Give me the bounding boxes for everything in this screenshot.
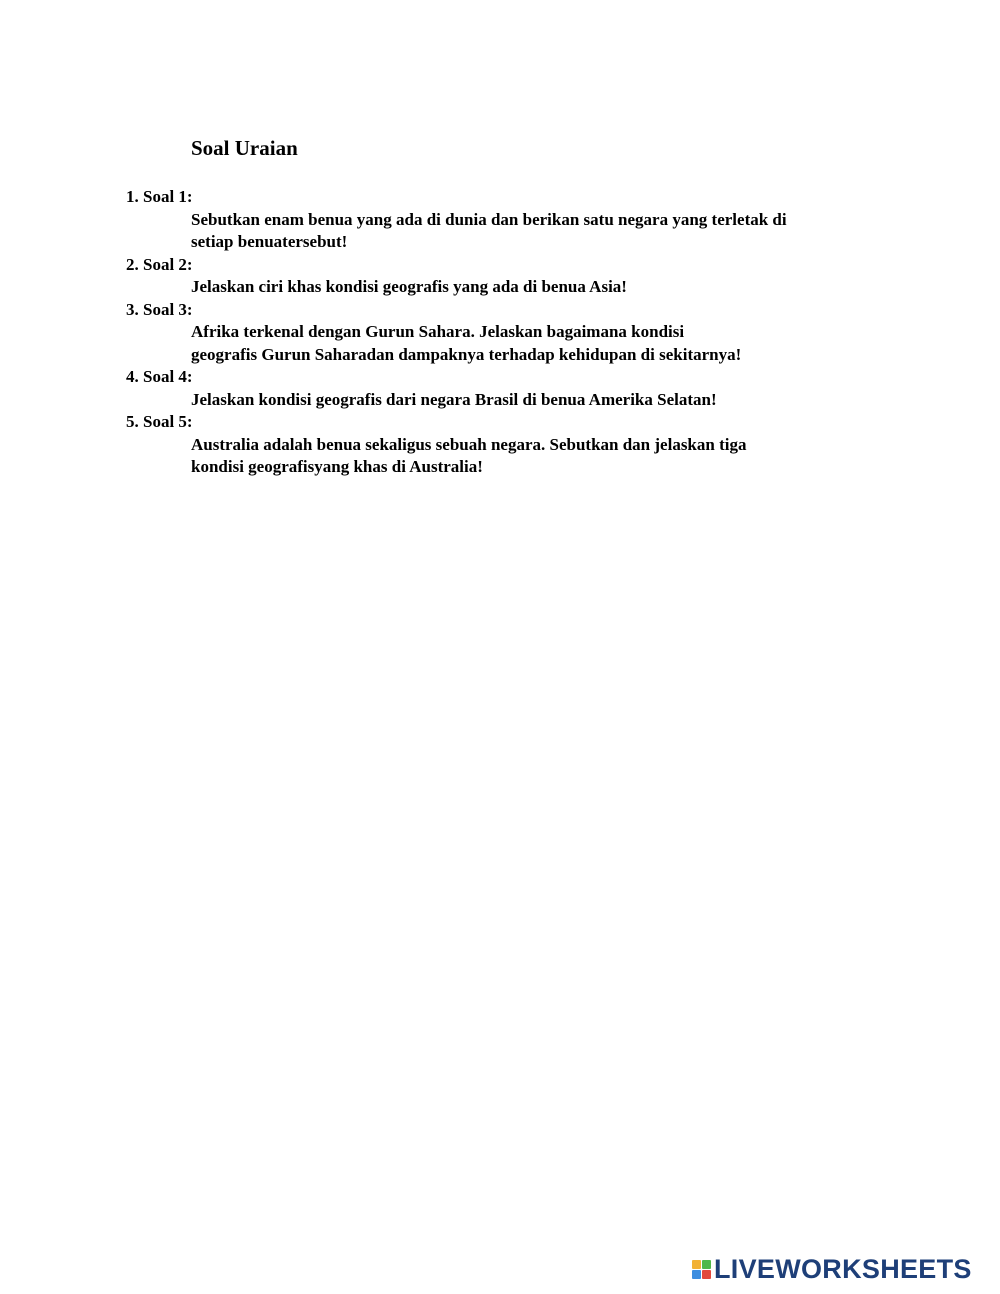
question-list <box>126 186 906 479</box>
question-item <box>126 254 906 299</box>
question-text-line: setiap benuatersebut! <box>191 232 348 251</box>
question-text <box>126 209 906 254</box>
question-number: 1. <box>126 187 139 206</box>
question-item <box>126 299 906 367</box>
question-text-line: Sebutkan enam benua yang ada di dunia dan berikan satu negara yang terletak di <box>191 209 787 229</box>
question-text-line: kondisi geografisyang khas di Australia! <box>191 457 483 476</box>
logo-text: LIVEWORKSHEETS <box>714 1254 972 1284</box>
question-number: 2. <box>126 254 139 274</box>
question-label <box>126 366 906 389</box>
question-item <box>126 366 906 411</box>
logo-mark-square <box>692 1260 701 1269</box>
question-text-line: Jelaskan ciri khas kondisi geografis yang ada di benua Asia! <box>191 277 627 296</box>
question-title: Soal 1: <box>143 187 193 206</box>
liveworksheets-logo <box>692 1255 972 1283</box>
question-number: 4. <box>126 367 139 386</box>
question-text-line: Afrika terkenal dengan Gurun Sahara. Jelaskan bagaimana kondisi <box>191 322 685 341</box>
question-item <box>126 186 906 254</box>
question-text <box>126 276 906 299</box>
question-text-line: Australia adalah benua sekaligus sebuah negara. Sebutkan dan jelaskan tiga <box>191 434 747 454</box>
question-item <box>126 411 906 479</box>
question-text <box>126 434 906 479</box>
question-title: Soal 4: <box>143 367 193 386</box>
logo-mark-square <box>692 1270 701 1279</box>
question-title: Soal 3: <box>143 299 193 319</box>
question-label <box>126 254 906 277</box>
logo-mark-square <box>702 1270 711 1279</box>
question-number: 5. <box>126 412 139 431</box>
question-label <box>126 411 906 434</box>
question-text <box>126 389 906 412</box>
question-title: Soal 2: <box>143 254 193 274</box>
question-text <box>126 321 906 366</box>
question-text-line: Jelaskan kondisi geografis dari negara Brasil di benua Amerika Selatan! <box>191 389 717 409</box>
question-label <box>126 299 906 322</box>
question-number: 3. <box>126 299 139 319</box>
logo-mark-icon <box>692 1260 711 1279</box>
page-title: Soal Uraian <box>191 136 298 160</box>
question-title: Soal 5: <box>143 412 193 431</box>
question-label <box>126 186 906 209</box>
question-text-line: geografis Gurun Saharadan dampaknya terhadap kehidupan di sekitarnya! <box>191 344 742 364</box>
logo-mark-square <box>702 1260 711 1269</box>
